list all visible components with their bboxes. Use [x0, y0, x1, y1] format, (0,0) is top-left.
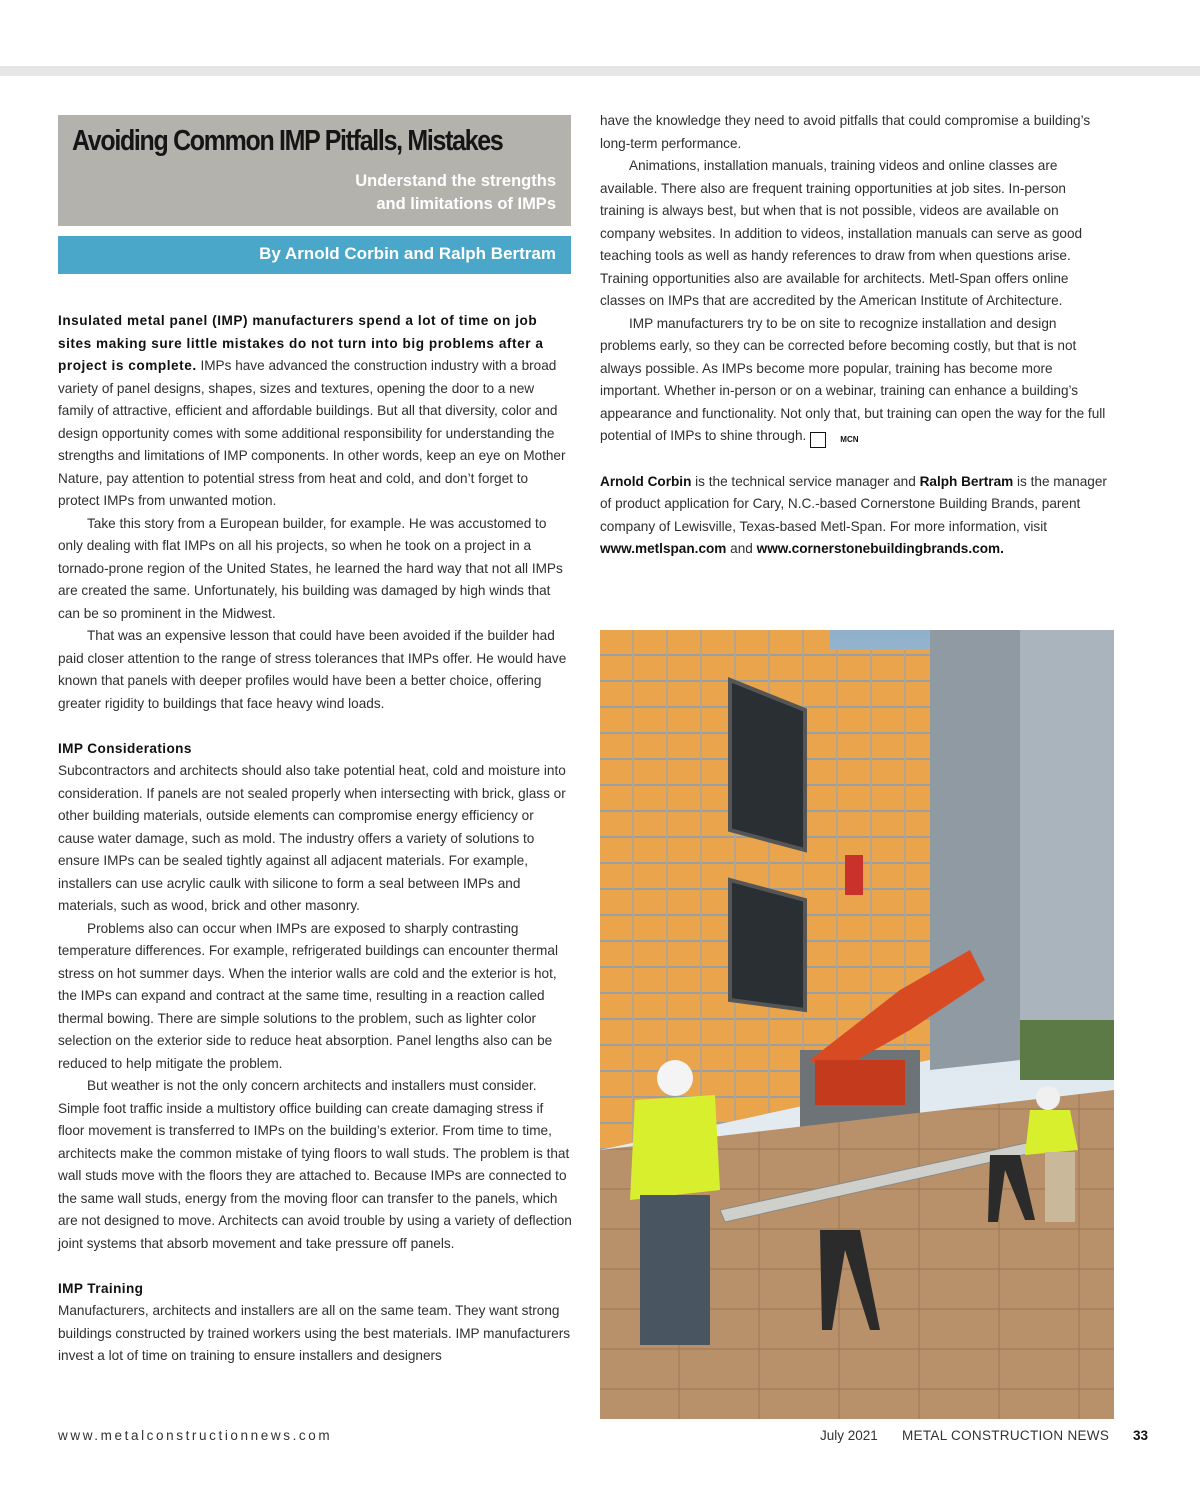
paragraph-5: Problems also can occur when IMPs are exposed to sharply contrasting temperature differences. For example, refrigerated buildings can encounter thermal stress on hot summer days. When the interior walls are cold and the exterior is hot, the IMPs can expand and contract at the same time, resulting in a reaction called thermal bowing. There are simple solutions to the problem, such as lighter color selection on the exterior side to reduce heat absorption. Panel lengths also can be reduced to help mitigate the problem. [58, 920, 558, 1071]
author-1-name: Arnold Corbin [600, 473, 692, 489]
cornerstone-link[interactable]: www.cornerstonebuildingbrands.com [756, 541, 1001, 556]
lead-text: Insulated metal panel (IMP) manufacturers spend a lot of time on job sites making sure little mistakes do not turn into big problems after a project is complete. [58, 313, 544, 373]
paragraph-1-text: IMPs have advanced the construction industry with a broad variety of panel designs, shapes, sizes and textures, opening the door to a new family of attractive, efficient and affordable buildings. But all that diversity, color and design opportunity comes with some additional responsibility for understanding the strengths and limitations of IMP components. In other words, keep an eye on Mother Nature, pay attention to potential stress from heat and cold, and don’t forget to protect IMPs from unwanted motion. [58, 358, 566, 508]
footer-date: July 2021 [820, 1428, 878, 1443]
metlspan-link[interactable]: www.metlspan.com [600, 541, 727, 556]
page-number: 33 [1133, 1428, 1149, 1443]
paragraph-10-text: IMP manufacturers try to be on site to recognize installation and design problems early, so they can be corrected before becoming costly, but that is not always possible. As IMPs become more popular, training has become more important. Whether in-person or on a webinar, training can enhance a building’s appearance and functionality. Not only that, but training can open the way for the full potential of IMPs to shine through. [600, 315, 1106, 443]
byline-banner [58, 236, 571, 274]
article-title: Avoiding Common IMP Pitfalls, Mistakes [72, 125, 503, 157]
author-bio: Arnold Corbin is the technical service manager and Ralph Bertram is the manager of product application for Cary, N.C.-based Cornerstone Building Brands, parent company of Lewisville, Texas-based Metl-Span. For more information, visit www.metlspan.com and www.cornerstonebuildingbrands.com. [600, 473, 1107, 556]
footer-url[interactable]: www.metalconstructionnews.com [58, 1428, 333, 1443]
title-banner [58, 115, 571, 226]
subtitle-line-2: and limitations of IMPs [376, 195, 556, 213]
top-rule [0, 66, 1200, 76]
subtitle-line-1: Understand the strengths [355, 172, 556, 190]
paragraph-10 [600, 313, 1114, 449]
lead-paragraph [58, 310, 572, 513]
article-column-2 [600, 110, 1114, 561]
article-subtitle [196, 170, 556, 216]
paragraph-9: Animations, installation manuals, training videos and online classes are available. There also are frequent training opportunities at job sites. In-person training is always best, but when that is not possible, videos are available on company websites. In addition to videos, installation manuals can serve as good teaching tools as well as handy references to draw from when questions arise. Training opportunities also are available for architects. Metl-Span offers online classes on IMPs that are accredited by the American Institute of Architecture. [600, 158, 1083, 308]
footer-publication: METAL CONSTRUCTION NEWS [902, 1428, 1110, 1443]
paragraph-2: Take this story from a European builder, for example. He was accustomed to only dealing with flat IMPs on all his projects, so when he took on a project in a tornado-prone region of the United States, he learned the hard way that not all IMPs are created the same. Unfortunately, his building was damaged by high winds that can be so prominent in the Midwest. [58, 515, 563, 621]
heading-imp-training: IMP Training [58, 1280, 144, 1296]
paragraph-3: That was an expensive lesson that could have been avoided if the builder had paid closer attention to the range of stress tolerances that IMPs offer. He would have known that panels with deeper profiles would have been a better choice, offering greater rigidity to buildings that face heavy wind loads. [58, 628, 567, 711]
end-mark-icon: MCN [810, 432, 826, 448]
paragraph-8: have the knowledge they need to avoid pitfalls that could compromise a building’s long-term performance. [600, 113, 1091, 151]
heading-imp-considerations: IMP Considerations [58, 740, 192, 756]
construction-photo [600, 630, 1114, 1419]
byline: By Arnold Corbin and Ralph Bertram [259, 244, 556, 263]
paragraph-6: But weather is not the only concern architects and installers must consider. Simple foot traffic inside a multistory office building can create damaging stress if floor movement is transferred to IMPs on the building’s exterior. From time to time, architects make the common mistake of tying floors to wall studs. The problem is that wall studs move with the floors they are attached to. Because IMPs are connected to the same wall studs, energy from the moving floor can transfer to the panels, which are not designed to move. Architects can avoid trouble by using a variety of deflection joint systems that absorb movement and take pressure off panels. [58, 1078, 572, 1251]
paragraph-7: Manufacturers, architects and installers are all on the same team. They want strong buildings constructed by trained workers using the best materials. IMP manufacturers invest a lot of time on training to ensure installers and designers [58, 1303, 571, 1363]
article-column-1 [58, 310, 572, 1368]
author-2-name: Ralph Bertram [919, 473, 1014, 489]
paragraph-4: Subcontractors and architects should also take potential heat, cold and moisture into consideration. If panels are not sealed properly when intersecting with brick, glass or other building materials, outside elements can compromise energy efficiency or cause water damage, such as mold. The industry offers a variety of solutions to ensure IMPs can be sealed tightly against all adjacent materials. For example, installers can use acrylic caulk with silicone to form a seal between IMPs and materials, such as wood, brick and other masonry. [58, 763, 566, 913]
